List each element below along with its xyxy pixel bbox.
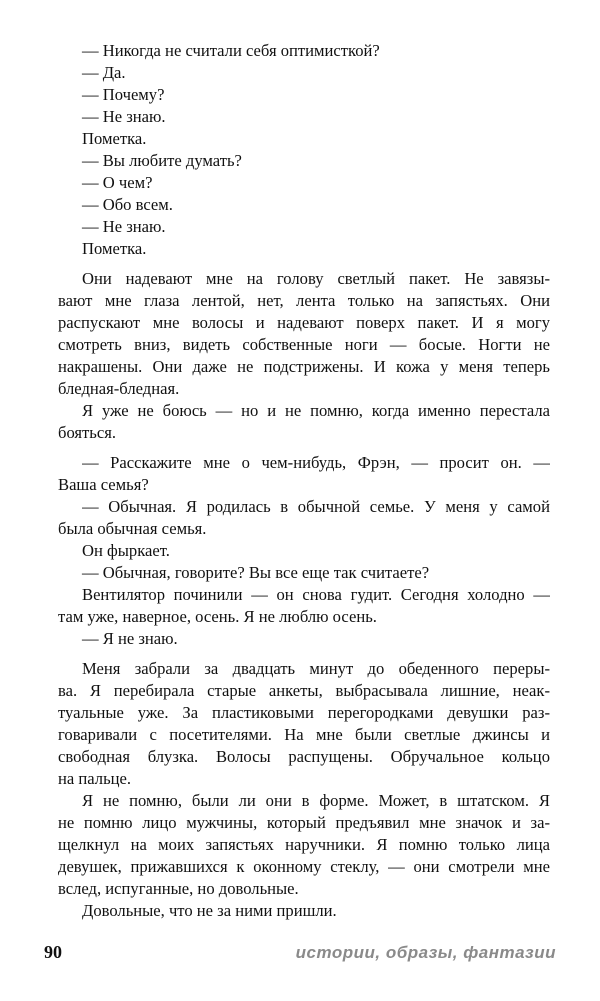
text-line: — Обычная. Я родилась в обычной семье. У меня у самой — [82, 497, 550, 516]
text-line: — Да. — [82, 63, 126, 82]
text-line: — Не знаю. — [82, 217, 166, 236]
text-line: накрашены. Они даже не подстрижены. И кожа у меня теперь — [58, 357, 550, 376]
text-line: бледная-бледная. — [58, 379, 180, 398]
text-line: распускают мне волосы и надевают поверх пакет. И я могу — [58, 313, 550, 332]
text-line: ва. Я перебирала старые анкеты, выбрасывала лишние, неак- — [58, 681, 550, 700]
text-line: — Обычная, говорите? Вы все еще так считаете? — [82, 563, 430, 582]
text-line: Пометка. — [82, 239, 147, 258]
text-line: Довольные, что не за ними пришли. — [82, 901, 337, 920]
text-line: там уже, наверное, осень. Я не люблю осень. — [58, 607, 377, 626]
text-line: не помню лицо мужчины, который предъявил мне значок и за- — [58, 813, 550, 832]
text-line: говаривали с посетителями. На мне были светлые джинсы и — [58, 725, 550, 744]
text-line: туальные уже. За пластиковыми перегородками девушки раз- — [58, 703, 550, 722]
text-line: свободная блузка. Волосы распущены. Обручальное кольцо — [58, 747, 550, 766]
text-line: — Обо всем. — [82, 195, 173, 214]
text-line: Ваша семья? — [58, 475, 149, 494]
text-line: Я не помню, были ли они в форме. Может, в штатском. Я — [82, 791, 550, 810]
text-line: на пальце. — [58, 769, 132, 788]
text-line: Меня забрали за двадцать минут до обеденного переры- — [82, 659, 550, 678]
text-line: — Я не знаю. — [82, 629, 178, 648]
text-line: девушек, прижавшихся к оконному стеклу, — они смотрели мне — [58, 857, 550, 876]
text-line: Пометка. — [82, 129, 147, 148]
text-line: — Никогда не считали себя оптимисткой? — [82, 41, 380, 60]
text-line: была обычная семья. — [58, 519, 207, 538]
text-line: — Вы любите думать? — [82, 151, 242, 170]
page-number: 90 — [44, 942, 62, 962]
text-line: Они надевают мне на голову светлый пакет. Не завязы- — [82, 269, 550, 288]
text-line: — Не знаю. — [82, 107, 166, 126]
text-line: щелкнул на моих запястьях наручники. Я помню только лица — [58, 835, 550, 854]
text-line: вают мне глаза лентой, нет, лента только на запястьях. Они — [58, 291, 550, 310]
text-line: смотреть вниз, видеть собственные ноги — босые. Ногти не — [58, 335, 550, 354]
text-line: Я уже не боюсь — но и не помню, когда именно перестала — [82, 401, 550, 420]
text-line: — Почему? — [82, 85, 165, 104]
text-line: Он фыркает. — [82, 541, 170, 560]
text-line: — О чем? — [82, 173, 153, 192]
text-line: Вентилятор починили — он снова гудит. Сегодня холодно — — [82, 585, 550, 604]
text-line: — Расскажите мне о чем-нибудь, Фрэн, — просит он. — — [82, 453, 550, 472]
text-line: вслед, испуганные, но довольные. — [58, 879, 299, 898]
text-line: бояться. — [58, 423, 117, 442]
running-title: истории, образы, фантазии — [295, 943, 556, 962]
